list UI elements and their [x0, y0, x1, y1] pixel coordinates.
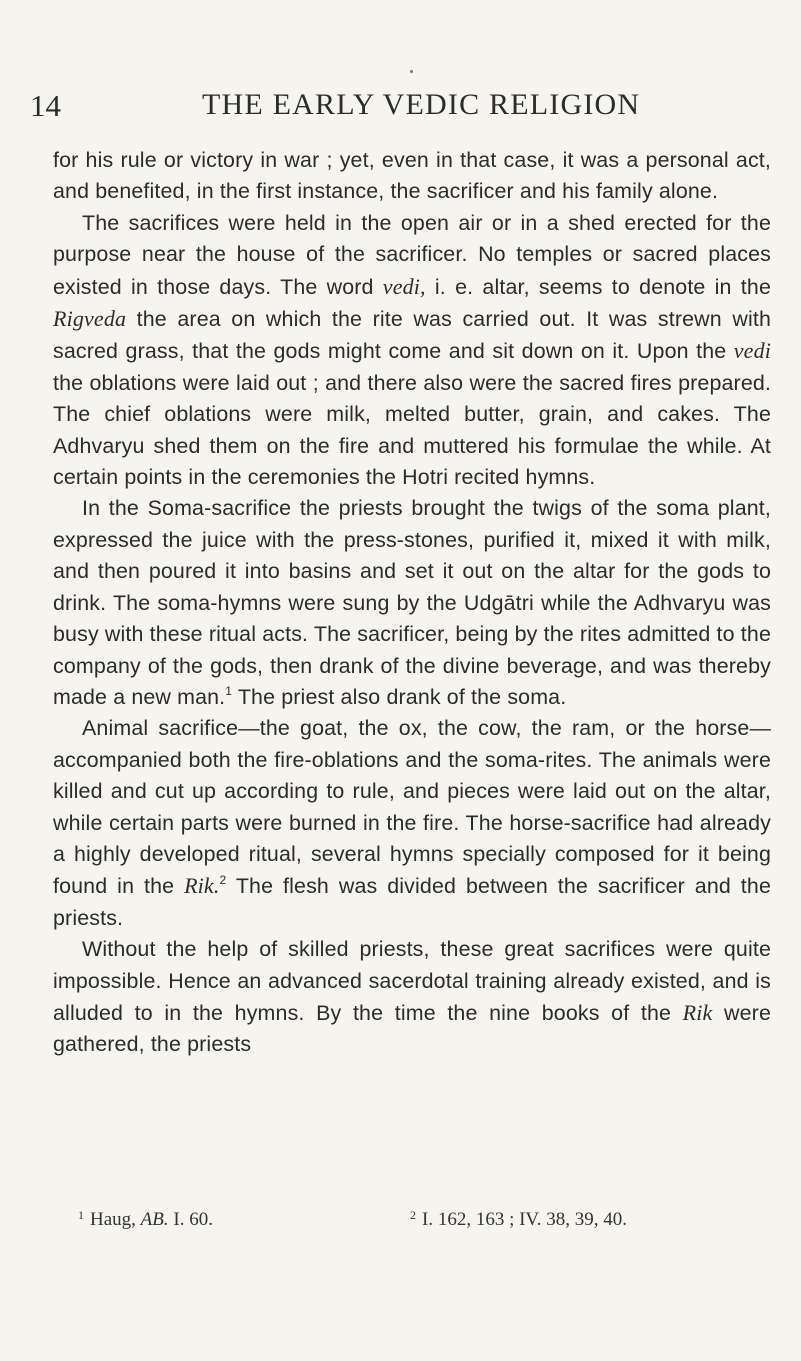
footnote-1: $^1$ Haug, AB. I. 60. — [78, 1208, 213, 1230]
page-header — [30, 88, 750, 128]
footnote-ref-2: 2 — [219, 873, 227, 888]
paragraph-soma-sacrifice: In the Soma-sacrifice the priests brought the twigs of the soma plant, expressed the juice with the press-stones, purified it, mixed it with milk, and then poured it into basins and set it out on the altar for the gods to drink. The soma-hymns were sung by the Udgātri while the Adhvaryu was busy with these ritual acts. The sacrificer, being by the rites admitted to the company of the gods, then drank of the divine beverage, and was thereby made a new man.$^1$ The priest also drank of the soma. — [53, 496, 771, 709]
footnotes — [78, 1208, 778, 1238]
italic-term-vedi: vedi — [733, 338, 771, 364]
print-speck — [410, 70, 413, 73]
italic-term-rik: Rik. — [184, 873, 220, 899]
italic-term-rigveda: Rigveda — [53, 306, 127, 332]
page-number: 14 — [30, 88, 61, 123]
running-title: THE EARLY VEDIC RELIGION — [202, 88, 641, 121]
italic-term-vedi: vedi, — [382, 273, 426, 299]
paragraph-priests: Without the help of skilled priests, these great sacrifices were quite impossible. Hence an advanced sacerdotal training already existed, and is alluded to in the hymns. By the time the nine books of the Rik were gathered, the priests — [53, 937, 771, 1057]
body-text — [53, 145, 771, 1061]
paragraph-animal-sacrifice: Animal sacrifice—the goat, the ox, the cow, the ram, or the horse—accompanied both the fire-oblations and the soma-rites. The animals were killed and cut up according to rule, and pieces were laid out on the altar, while certain parts were burned in the fire. The horse-sacrifice had already a highly developed ritual, several hymns specially composed for it being found in the Rik.$^2$ The flesh was divided between the sacrificer and the priests. — [53, 716, 771, 930]
italic-term-rik: Rik — [682, 999, 713, 1025]
paragraph-continuation: for his rule or victory in war ; yet, even in that case, it was a personal act, and benefited, in the first instance, the sacrificer and his family alone. — [53, 148, 771, 204]
footnote-2: $^2$ I. 162, 163 ; IV. 38, 39, 40. — [410, 1208, 627, 1230]
footnote-ref-1: 1 — [225, 683, 233, 698]
paragraph-sacrifice-place: The sacrifices were held in the open air or in a shed erected for the purpose near the house of the sacrificer. No temples or sacred places existed in those days. The word vedi, i. e. altar, seems to denote in the Rigveda the area on which the rite was carried out. It was strewn with sacred grass, that the gods might come and sit down on it. Upon the vedi the oblations were laid out ; and there also were the sacred fires prepared. The chief oblations were milk, melted butter, grain, and cakes. The Adhvaryu shed them on the fire and muttered his formulae the while. At certain points in the ceremonies the Hotri recited hymns. — [53, 210, 771, 490]
